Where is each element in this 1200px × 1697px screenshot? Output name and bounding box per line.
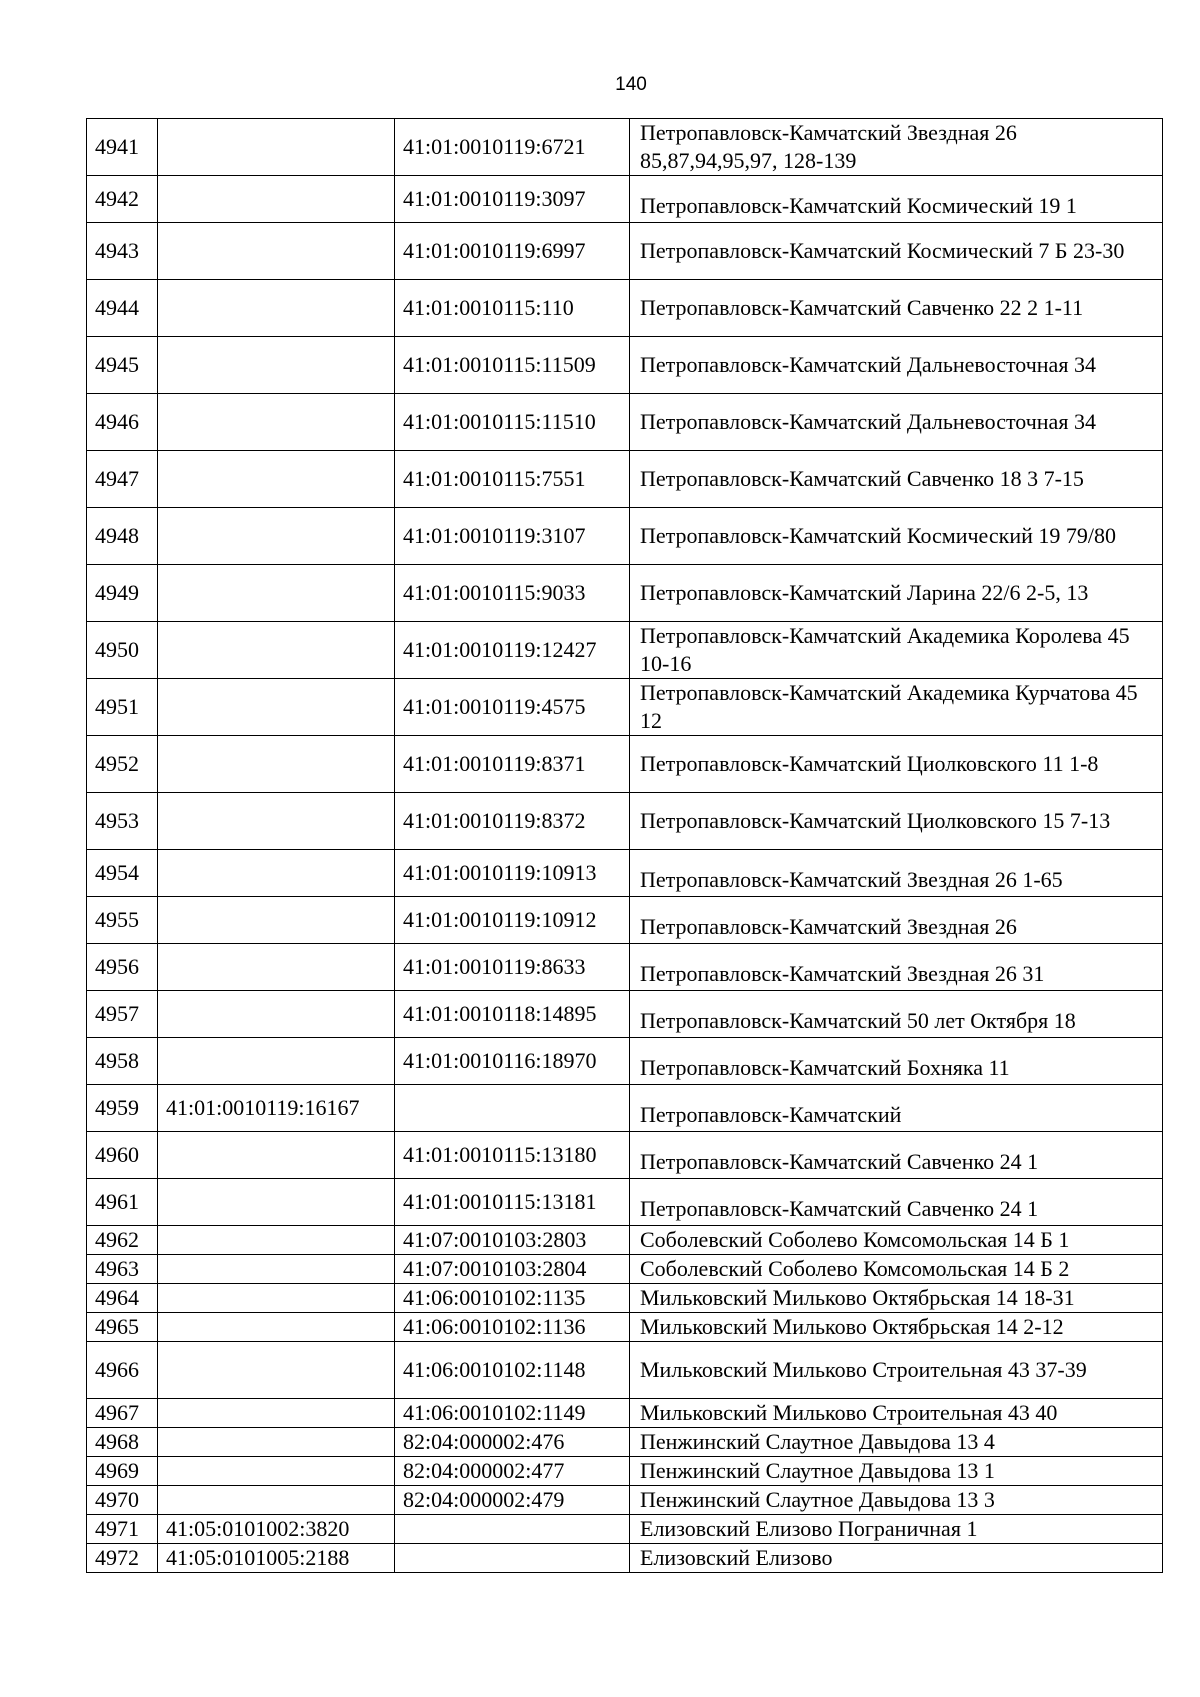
cadastral-number-land <box>158 119 395 176</box>
row-number: 4969 <box>87 1457 158 1486</box>
address: Пенжинский Слаутное Давыдова 13 1 <box>630 1457 1163 1486</box>
row-number: 4961 <box>87 1179 158 1226</box>
address: Петропавловск-Камчатский Ларина 22/6 2-5, 13 <box>630 565 1163 622</box>
table-row <box>87 1428 1163 1457</box>
cadastral-number-building: 41:01:0010116:18970 <box>395 1038 630 1085</box>
table-row <box>87 223 1163 280</box>
row-number: 4959 <box>87 1085 158 1132</box>
address: Петропавловск-Камчатский Дальневосточная 34 <box>630 394 1163 451</box>
cadastral-number-building <box>395 1544 630 1573</box>
cadastral-number-building: 41:07:0010103:2804 <box>395 1255 630 1284</box>
address: Петропавловск-Камчатский Звездная 26 <box>630 897 1163 944</box>
address: Мильковский Мильково Октябрьская 14 2-12 <box>630 1313 1163 1342</box>
cadastral-number-building: 41:01:0010119:10912 <box>395 897 630 944</box>
cadastral-number-building: 41:01:0010119:12427 <box>395 622 630 679</box>
table-row <box>87 1038 1163 1085</box>
row-number: 4943 <box>87 223 158 280</box>
table-row <box>87 394 1163 451</box>
row-number: 4965 <box>87 1313 158 1342</box>
cadastral-number-land <box>158 1255 395 1284</box>
table-row <box>87 176 1163 223</box>
cadastral-number-building: 82:04:000002:477 <box>395 1457 630 1486</box>
table-row <box>87 1457 1163 1486</box>
cadastral-number-building: 41:01:0010119:6997 <box>395 223 630 280</box>
row-number: 4947 <box>87 451 158 508</box>
address: Петропавловск-Камчатский Космический 19 1 <box>630 176 1163 223</box>
cadastral-number-land <box>158 897 395 944</box>
row-number: 4952 <box>87 736 158 793</box>
cadastral-number-land <box>158 622 395 679</box>
cadastral-number-building: 41:01:0010119:3107 <box>395 508 630 565</box>
row-number: 4960 <box>87 1132 158 1179</box>
table-row <box>87 897 1163 944</box>
address: Петропавловск-Камчатский Дальневосточная 34 <box>630 337 1163 394</box>
cadastral-number-land <box>158 337 395 394</box>
row-number: 4967 <box>87 1399 158 1428</box>
cadastral-number-building: 41:01:0010115:13181 <box>395 1179 630 1226</box>
cadastral-number-land <box>158 679 395 736</box>
address: Петропавловск-Камчатский Бохняка 11 <box>630 1038 1163 1085</box>
cadastral-number-land <box>158 1284 395 1313</box>
address: Мильковский Мильково Строительная 43 37-39 <box>630 1342 1163 1399</box>
cadastral-number-land <box>158 793 395 850</box>
cadastral-number-building: 82:04:000002:479 <box>395 1486 630 1515</box>
cadastral-number-land <box>158 1038 395 1085</box>
table-row <box>87 1085 1163 1132</box>
address: Елизовский Елизово Пограничная 1 <box>630 1515 1163 1544</box>
table-row <box>87 679 1163 736</box>
cadastral-number-building: 41:01:0010119:8633 <box>395 944 630 991</box>
table-row <box>87 1132 1163 1179</box>
table-row <box>87 1226 1163 1255</box>
cadastral-number-land <box>158 1313 395 1342</box>
row-number: 4970 <box>87 1486 158 1515</box>
table-row <box>87 1486 1163 1515</box>
cadastral-number-building: 41:01:0010115:11510 <box>395 394 630 451</box>
address: Петропавловск-Камчатский Циолковского 15 7-13 <box>630 793 1163 850</box>
cadastral-number-building: 41:01:0010115:9033 <box>395 565 630 622</box>
row-number: 4950 <box>87 622 158 679</box>
cadastral-number-building: 41:01:0010115:7551 <box>395 451 630 508</box>
address: Петропавловск-Камчатский Академика Королева 45 10-16 <box>630 622 1163 679</box>
cadastral-number-land: 41:05:0101002:3820 <box>158 1515 395 1544</box>
address: Петропавловск-Камчатский Савченко 18 3 7-15 <box>630 451 1163 508</box>
address: Петропавловск-Камчатский Циолковского 11 1-8 <box>630 736 1163 793</box>
row-number: 4944 <box>87 280 158 337</box>
address: Петропавловск-Камчатский Космический 7 Б 23-30 <box>630 223 1163 280</box>
row-number: 4941 <box>87 119 158 176</box>
registry-table-body <box>87 119 1163 1573</box>
row-number: 4951 <box>87 679 158 736</box>
cadastral-number-building: 41:07:0010103:2803 <box>395 1226 630 1255</box>
cadastral-number-land <box>158 991 395 1038</box>
cadastral-number-land <box>158 1486 395 1515</box>
address: Пенжинский Слаутное Давыдова 13 3 <box>630 1486 1163 1515</box>
row-number: 4945 <box>87 337 158 394</box>
table-row <box>87 850 1163 897</box>
cadastral-number-land <box>158 736 395 793</box>
cadastral-number-building: 41:06:0010102:1135 <box>395 1284 630 1313</box>
row-number: 4966 <box>87 1342 158 1399</box>
cadastral-number-building: 41:01:0010119:4575 <box>395 679 630 736</box>
cadastral-number-building: 41:01:0010115:13180 <box>395 1132 630 1179</box>
address: Соболевский Соболево Комсомольская 14 Б 2 <box>630 1255 1163 1284</box>
row-number: 4964 <box>87 1284 158 1313</box>
row-number: 4953 <box>87 793 158 850</box>
cadastral-number-land: 41:01:0010119:16167 <box>158 1085 395 1132</box>
address: Петропавловск-Камчатский Космический 19 79/80 <box>630 508 1163 565</box>
cadastral-number-land <box>158 944 395 991</box>
cadastral-number-building: 41:01:0010119:10913 <box>395 850 630 897</box>
cadastral-number-building <box>395 1515 630 1544</box>
table-row <box>87 1313 1163 1342</box>
address: Петропавловск-Камчатский Савченко 24 1 <box>630 1132 1163 1179</box>
cadastral-number-land <box>158 1428 395 1457</box>
row-number: 4958 <box>87 1038 158 1085</box>
cadastral-number-building: 41:06:0010102:1149 <box>395 1399 630 1428</box>
address: Петропавловск-Камчатский Звездная 26 1-65 <box>630 850 1163 897</box>
cadastral-number-building: 41:06:0010102:1148 <box>395 1342 630 1399</box>
address: Мильковский Мильково Строительная 43 40 <box>630 1399 1163 1428</box>
table-row <box>87 119 1163 176</box>
row-number: 4948 <box>87 508 158 565</box>
table-row <box>87 337 1163 394</box>
table-row <box>87 1515 1163 1544</box>
cadastral-number-land <box>158 280 395 337</box>
address: Мильковский Мильково Октябрьская 14 18-31 <box>630 1284 1163 1313</box>
cadastral-number-building: 41:01:0010118:14895 <box>395 991 630 1038</box>
table-row <box>87 1342 1163 1399</box>
cadastral-number-building: 41:01:0010115:110 <box>395 280 630 337</box>
address: Петропавловск-Камчатский Звездная 26 31 <box>630 944 1163 991</box>
cadastral-number-building: 41:01:0010119:6721 <box>395 119 630 176</box>
cadastral-number-land <box>158 1342 395 1399</box>
cadastral-number-building: 41:06:0010102:1136 <box>395 1313 630 1342</box>
row-number: 4949 <box>87 565 158 622</box>
cadastral-number-land <box>158 1226 395 1255</box>
cadastral-number-land <box>158 394 395 451</box>
table-row <box>87 451 1163 508</box>
address: Петропавловск-Камчатский Савченко 24 1 <box>630 1179 1163 1226</box>
table-row <box>87 1399 1163 1428</box>
address: Петропавловск-Камчатский <box>630 1085 1163 1132</box>
cadastral-number-land <box>158 223 395 280</box>
table-row <box>87 1544 1163 1573</box>
cadastral-number-building: 41:01:0010119:3097 <box>395 176 630 223</box>
address: Петропавловск-Камчатский Академика Курчатова 45 12 <box>630 679 1163 736</box>
table-row <box>87 736 1163 793</box>
row-number: 4954 <box>87 850 158 897</box>
row-number: 4962 <box>87 1226 158 1255</box>
table-row <box>87 622 1163 679</box>
table-row <box>87 565 1163 622</box>
row-number: 4956 <box>87 944 158 991</box>
address: Петропавловск-Камчатский Савченко 22 2 1-11 <box>630 280 1163 337</box>
cadastral-number-building: 41:01:0010115:11509 <box>395 337 630 394</box>
cadastral-number-building: 41:01:0010119:8371 <box>395 736 630 793</box>
table-row <box>87 991 1163 1038</box>
cadastral-number-land <box>158 1179 395 1226</box>
cadastral-number-land <box>158 451 395 508</box>
table-row <box>87 1255 1163 1284</box>
cadastral-number-building: 41:01:0010119:8372 <box>395 793 630 850</box>
row-number: 4957 <box>87 991 158 1038</box>
cadastral-number-land <box>158 1132 395 1179</box>
cadastral-number-land <box>158 1457 395 1486</box>
cadastral-number-land <box>158 850 395 897</box>
table-row <box>87 1179 1163 1226</box>
address: Петропавловск-Камчатский Звездная 26 85,87,94,95,97, 128-139 <box>630 119 1163 176</box>
table-row <box>87 280 1163 337</box>
row-number: 4955 <box>87 897 158 944</box>
row-number: 4946 <box>87 394 158 451</box>
row-number: 4972 <box>87 1544 158 1573</box>
cadastral-number-building: 82:04:000002:476 <box>395 1428 630 1457</box>
cadastral-number-land <box>158 1399 395 1428</box>
cadastral-number-land: 41:05:0101005:2188 <box>158 1544 395 1573</box>
row-number: 4971 <box>87 1515 158 1544</box>
address: Пенжинский Слаутное Давыдова 13 4 <box>630 1428 1163 1457</box>
table-row <box>87 508 1163 565</box>
address: Петропавловск-Камчатский 50 лет Октября 18 <box>630 991 1163 1038</box>
cadastral-number-building <box>395 1085 630 1132</box>
address: Елизовский Елизово <box>630 1544 1163 1573</box>
address: Соболевский Соболево Комсомольская 14 Б 1 <box>630 1226 1163 1255</box>
page-number: 140 <box>615 74 647 95</box>
cadastral-number-land <box>158 565 395 622</box>
table-row <box>87 793 1163 850</box>
registry-table <box>86 118 1163 1573</box>
row-number: 4968 <box>87 1428 158 1457</box>
table-row <box>87 1284 1163 1313</box>
cadastral-number-land <box>158 508 395 565</box>
row-number: 4942 <box>87 176 158 223</box>
row-number: 4963 <box>87 1255 158 1284</box>
table-row <box>87 944 1163 991</box>
cadastral-number-land <box>158 176 395 223</box>
